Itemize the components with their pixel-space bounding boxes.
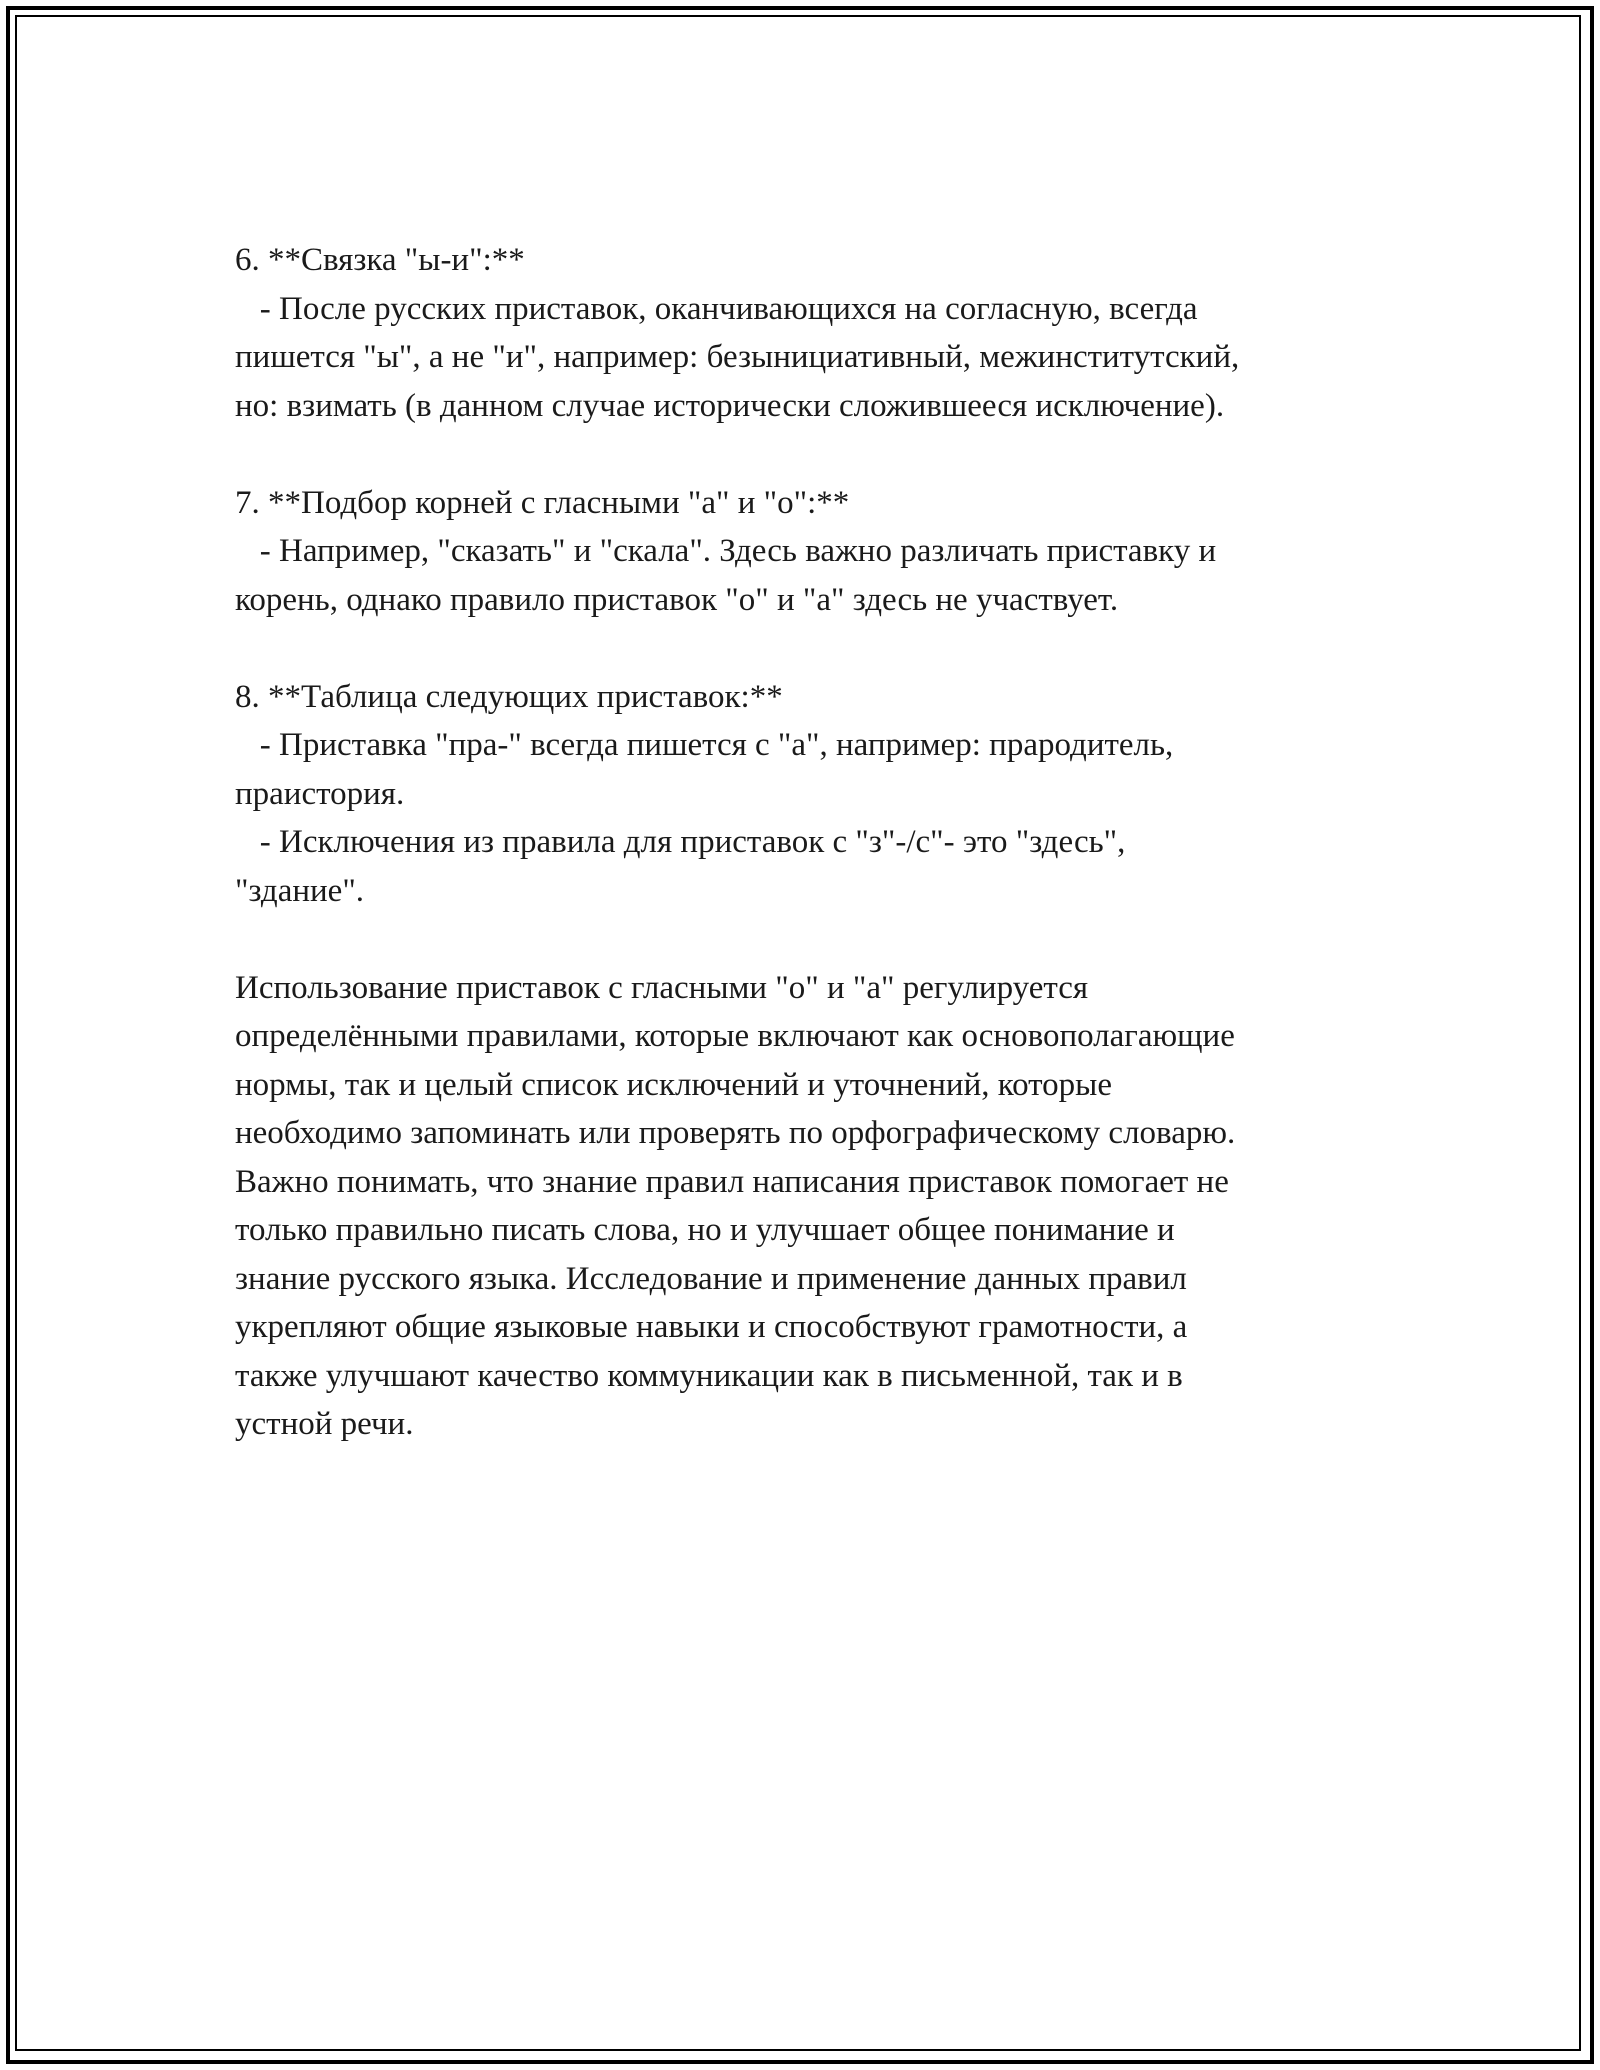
text-line: - После русских приставок, оканчивающихся на согласную, всегда	[235, 290, 1198, 327]
text-line: необходимо запоминать или проверять по орфографическому словарю.	[235, 1115, 1236, 1151]
paragraph-gap	[235, 624, 1375, 673]
section-heading: 8. **Таблица следующих приставок:**	[235, 678, 783, 715]
text-line: Использование приставок с гласными "о" и "а" регулируется	[235, 969, 1089, 1006]
section-7	[235, 479, 1375, 625]
text-line: также улучшают качество коммуникации как в письменной, так и в	[235, 1357, 1183, 1394]
text-line: - Приставка "пра-" всегда пишется с "а", например: прародитель,	[235, 727, 1174, 763]
text-line: "здание".	[235, 872, 365, 909]
paragraph-gap	[235, 430, 1375, 479]
text-line: - Например, "сказать" и "скала". Здесь важно различать приставку и	[235, 533, 1217, 569]
text-line: пишется "ы", а не "и", например: безынициативный, межинститутский,	[235, 339, 1240, 375]
paragraph-gap	[235, 915, 1375, 964]
text-line: Важно понимать, что знание правил написания приставок помогает не	[235, 1163, 1229, 1200]
text-line: но: взимать (в данном случае исторически сложившееся исключение).	[235, 387, 1225, 424]
text-line: укрепляют общие языковые навыки и способствуют грамотности, а	[235, 1309, 1188, 1345]
text-line: - Исключения из правила для приставок с "з"-/с"- это "здесь",	[235, 824, 1126, 860]
text-line: знание русского языка. Исследование и применение данных правил	[235, 1260, 1187, 1297]
text-line: определёнными правилами, которые включают как основополагающие	[235, 1018, 1235, 1054]
document-body	[235, 236, 1375, 1449]
conclusion-paragraph	[235, 964, 1375, 1449]
section-8	[235, 673, 1375, 916]
section-6	[235, 236, 1375, 430]
text-line: только правильно писать слова, но и улучшает общее понимание и	[235, 1212, 1175, 1248]
section-heading: 6. **Связка "ы-и":**	[235, 242, 525, 278]
text-line: корень, однако правило приставок "о" и "а" здесь не участвует.	[235, 581, 1119, 618]
text-line: праистория.	[235, 775, 405, 812]
text-line: устной речи.	[235, 1406, 414, 1442]
section-heading: 7. **Подбор корней с гласными "а" и "о":**	[235, 484, 850, 521]
text-line: нормы, так и целый список исключений и уточнений, которые	[235, 1066, 1112, 1103]
